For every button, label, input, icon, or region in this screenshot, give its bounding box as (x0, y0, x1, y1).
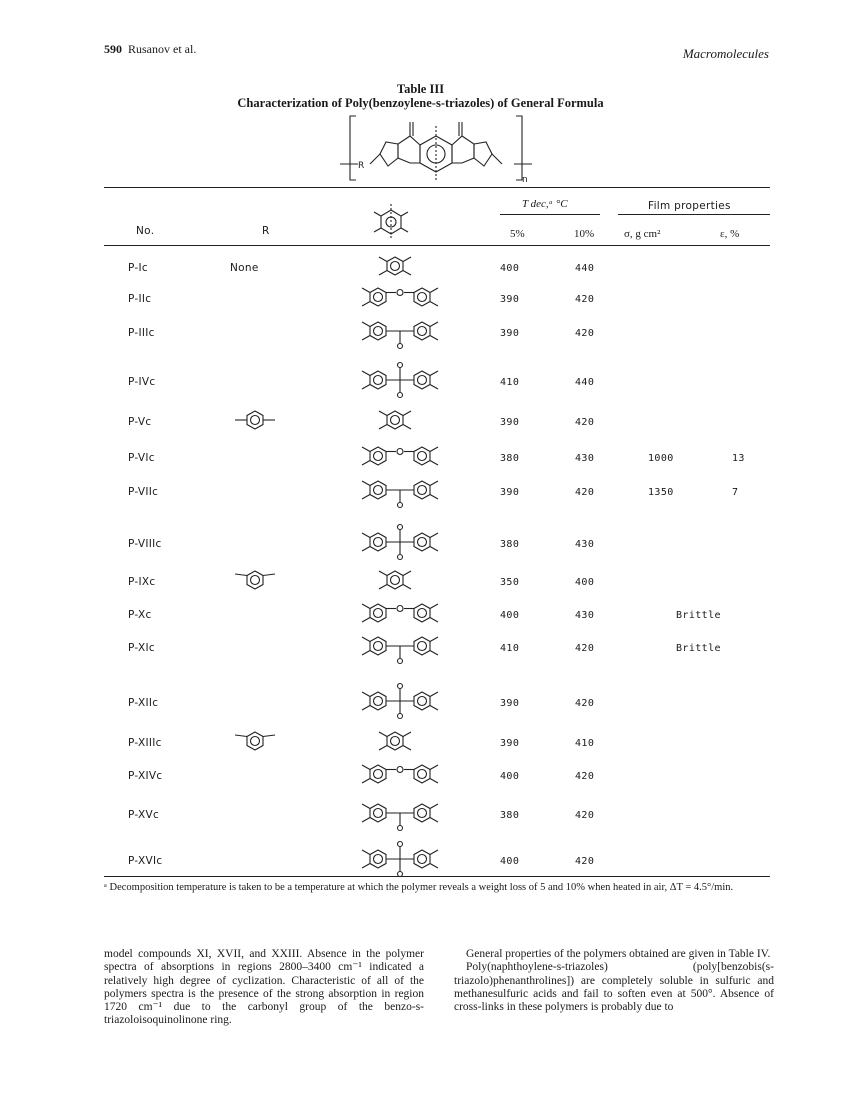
cell-t5: 390 (500, 738, 520, 749)
cell-t10: 440 (575, 377, 595, 388)
body-paragraph: General properties of the polymers obtained are given in Table IV. (466, 948, 771, 960)
r-m-phenylene-icon (232, 725, 328, 761)
cell-t5: 350 (500, 577, 520, 588)
formula-r-label: R (358, 161, 365, 171)
x-diphenyl-ether-icon (352, 597, 448, 633)
page-number: 590 (104, 42, 122, 56)
cell-t5: 410 (500, 643, 520, 654)
col-header-x-benzene-icon (370, 204, 412, 240)
row-number: P-IXc (128, 576, 156, 588)
x-diphenyl-sulfone-icon (352, 843, 448, 879)
table-label: Table III (396, 82, 445, 96)
formula-n-label: n (522, 175, 528, 185)
cell-t10: 420 (575, 487, 595, 498)
col-header-sigma: σ, g cm² (624, 228, 661, 240)
row-number: P-XIc (128, 642, 155, 654)
x-benzophenone-icon (352, 630, 448, 666)
x-diphenyl-sulfone-icon (352, 364, 448, 400)
row-number: P-XIIIc (128, 737, 162, 749)
cell-t10: 420 (575, 810, 595, 821)
x-diphenyl-ether-icon (352, 758, 448, 794)
row-number: P-Vc (128, 416, 152, 428)
col-header-epsilon: ε, % (720, 228, 740, 240)
col-header-t10: 10% (574, 228, 595, 240)
cell-t5: 380 (500, 453, 520, 464)
x-benzophenone-icon (352, 797, 448, 833)
cell-t10: 410 (575, 738, 595, 749)
cell-t5: 400 (500, 263, 520, 274)
x-diphenyl-ether-icon (352, 440, 448, 476)
rule-header-bottom (104, 245, 770, 246)
journal-name: Macromolecules (682, 46, 769, 61)
authors: Rusanov et al. (128, 42, 197, 56)
cell-film-note: Brittle (676, 610, 721, 621)
row-number: P-VIIIc (128, 538, 162, 550)
x-benzophenone-icon (352, 474, 448, 510)
cell-t5: 410 (500, 377, 520, 388)
row-number: P-XIVc (128, 770, 163, 782)
body-column-left (104, 948, 424, 1028)
table-footnote: ᵃ Decomposition temperature is taken to be a temperature at which the polymer reveals a weight loss of 5 and 10% when heated in air, ΔT = 4.5°/min. (104, 882, 734, 893)
body-paragraph: model compounds XI, XVII, and XXIII. Absence in the polymer spectra of absorptions in regions 2800–3400 cm⁻¹ indicated a relatively high degree of cyclization. Characteristic of all of the polymers spectra is the presence of the strong absorption in region 1720 cm⁻¹ due to the carbonyl group of the benzo-s-triazoloisoquinolinone ring. (104, 948, 424, 1027)
cell-t5: 400 (500, 610, 520, 621)
row-number: P-VIc (128, 452, 155, 464)
row-number: P-IVc (128, 376, 156, 388)
cell-sigma: 1000 (648, 453, 674, 464)
cell-t5: 400 (500, 771, 520, 782)
col-header-r: R (262, 225, 270, 237)
row-number: P-Xc (128, 609, 152, 621)
rule-top (104, 187, 770, 188)
table-caption (0, 82, 841, 110)
body-column-right (454, 948, 774, 1014)
x-benzene-icon (372, 564, 418, 600)
row-number: P-VIIc (128, 486, 159, 498)
cell-epsilon: 7 (732, 487, 739, 498)
r-p-phenylene-icon (232, 404, 328, 440)
row-number: P-IIIc (128, 327, 155, 339)
x-diphenyl-sulfone-icon (352, 526, 448, 562)
cell-t5: 390 (500, 698, 520, 709)
running-header-left (104, 42, 196, 57)
row-number: P-XVc (128, 809, 160, 821)
cell-t10: 430 (575, 610, 595, 621)
rule-film (618, 214, 770, 215)
cell-t10: 420 (575, 643, 595, 654)
cell-t10: 420 (575, 771, 595, 782)
body-paragraph: Poly(naphthoylene-s-triazoles) (poly[benzobis(s-triazolo)phenanthrolines]) are completely soluble in sulfuric and methanesulfuric acids and fail to soften even at 500°. Absence of cross-links in these polymers is probably due to (454, 961, 774, 1014)
row-number: P-XVIc (128, 855, 163, 867)
row-number: P-IIc (128, 293, 152, 305)
cell-t5: 380 (500, 539, 520, 550)
cell-sigma: 1350 (648, 487, 674, 498)
cell-t5: 390 (500, 487, 520, 498)
col-header-film: Film properties (648, 200, 731, 212)
cell-t5: 390 (500, 294, 520, 305)
cell-t5: 390 (500, 328, 520, 339)
cell-t5: 400 (500, 856, 520, 867)
cell-t5: 390 (500, 417, 520, 428)
cell-t10: 420 (575, 856, 595, 867)
table-title: Characterization of Poly(benzoylene-s-triazoles) of General Formula (237, 96, 604, 110)
cell-film-note: Brittle (676, 643, 721, 654)
cell-t10: 440 (575, 263, 595, 274)
col-header-t5: 5% (510, 228, 525, 240)
cell-t10: 420 (575, 328, 595, 339)
row-number: P-XIIc (128, 697, 159, 709)
cell-t10: 400 (575, 577, 595, 588)
x-diphenyl-ether-icon (352, 281, 448, 317)
rule-tdec (500, 214, 600, 215)
col-header-tdec: T dec,ᵃ °C (522, 198, 568, 210)
x-benzene-icon (372, 404, 418, 440)
cell-t10: 420 (575, 294, 595, 305)
cell-epsilon: 13 (732, 453, 745, 464)
general-formula-structure (336, 112, 536, 184)
cell-t10: 420 (575, 417, 595, 428)
r-m-phenylene-icon (232, 564, 328, 600)
cell-t10: 430 (575, 453, 595, 464)
row-r-value: None (230, 262, 259, 274)
x-diphenyl-sulfone-icon (352, 685, 448, 721)
cell-t5: 380 (500, 810, 520, 821)
row-number: P-Ic (128, 262, 148, 274)
x-benzophenone-icon (352, 315, 448, 351)
cell-t10: 430 (575, 539, 595, 550)
cell-t10: 420 (575, 698, 595, 709)
x-benzene-icon (372, 725, 418, 761)
col-header-no: No. (136, 225, 155, 237)
